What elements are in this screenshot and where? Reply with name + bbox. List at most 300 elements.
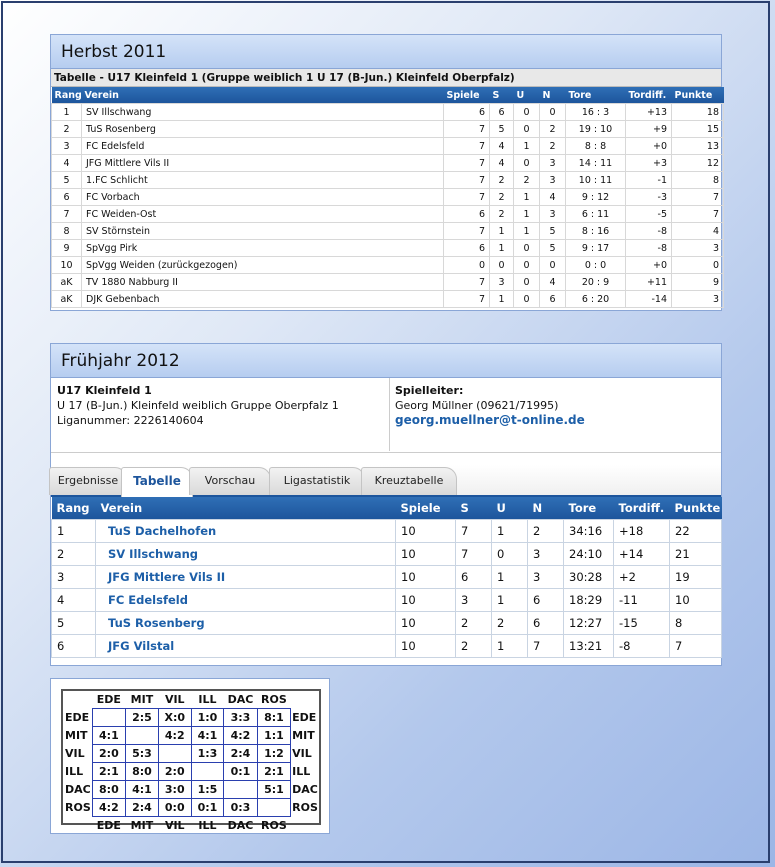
table-cell: 10 [396,589,456,612]
cross-row-label: ROS [292,801,318,814]
table-cell: SpVgg Weiden (zurückgezogen) [82,257,444,274]
table-cell: 1 [492,589,528,612]
table-cell: 21 [670,543,722,566]
table-cell: 3 [672,240,724,257]
cross-cell: 4:1 [191,727,224,745]
cross-cell: 5:1 [257,781,290,799]
cross-cell: 3:0 [158,781,191,799]
table-cell: 10 : 11 [566,172,626,189]
table-cell: 3 [52,138,82,155]
leader-name: Georg Müllner (09621/71995) [395,399,559,412]
table-cell: 4 [540,274,566,291]
table-cell: -1 [626,172,672,189]
table-cell: 0 [672,257,724,274]
table-cell: 10 [396,635,456,658]
cross-corner [291,691,319,709]
table-row [52,566,722,589]
cross-cell: 1:0 [191,709,224,727]
cross-cell: 0:0 [158,799,191,817]
table-cell: 0 [490,257,514,274]
herbst-col-header: Rang [52,87,82,104]
table-cell: 0 [514,104,540,121]
team-link[interactable]: SV Illschwang [108,547,199,561]
table-cell [96,612,396,635]
table-cell: 6 [490,104,514,121]
table-row [52,223,724,240]
table-cell: 7 [52,206,82,223]
fruehjahr-panel [50,343,722,666]
table-cell: 0 [540,104,566,121]
table-cell: 6 [444,240,490,257]
cross-col-label: ROS [261,693,287,706]
cross-cell: 4:2 [158,727,191,745]
fruehjahr-col-header: Tordiff. [614,497,670,520]
cross-row [64,799,319,817]
league-number: Liganummer: 2226140604 [57,414,204,427]
cross-row-label: ROS [65,801,91,814]
table-cell: 30:28 [564,566,614,589]
cross-col-label: ILL [198,819,217,832]
cross-cell: 8:0 [92,781,125,799]
table-row [52,172,724,189]
table-cell: 7 [528,635,564,658]
cross-header-row [64,817,319,835]
table-cell: 1 [514,206,540,223]
tab-bar [51,465,721,497]
tab-tabelle[interactable]: Tabelle [121,467,193,497]
table-cell: +13 [626,104,672,121]
cross-table-frame [61,689,321,832]
table-cell: 5 [540,223,566,240]
cross-cell: 4:1 [92,727,125,745]
table-cell: 2 [492,612,528,635]
cross-col-label: DAC [227,693,254,706]
table-cell: 12:27 [564,612,614,635]
table-cell: 6 [52,189,82,206]
fruehjahr-title: Frühjahr 2012 [51,344,721,378]
table-cell: 8 [670,612,722,635]
cross-cell: 4:2 [92,799,125,817]
table-cell [96,635,396,658]
table-cell: FC Edelsfeld [82,138,444,155]
table-cell: 6 : 11 [566,206,626,223]
table-cell: 0 [492,543,528,566]
table-row [52,155,724,172]
league-info [51,378,721,453]
cross-row-label: DAC [292,783,318,796]
table-cell: -8 [626,240,672,257]
table-cell: 13 [672,138,724,155]
table-cell: 2 [52,543,96,566]
table-cell: 3 [528,543,564,566]
table-cell: 2 [456,612,492,635]
table-cell: 1 [492,635,528,658]
table-cell: 15 [672,121,724,138]
cross-cell: 2:0 [158,763,191,781]
table-cell: 7 [670,635,722,658]
table-cell: 2 [456,635,492,658]
cross-cell: 2:1 [257,763,290,781]
fruehjahr-col-header: N [528,497,564,520]
cross-col-label: MIT [130,819,154,832]
fruehjahr-col-header: Tore [564,497,614,520]
table-cell: 10 [396,612,456,635]
table-cell: 8 : 16 [566,223,626,240]
table-cell: TuS Rosenberg [82,121,444,138]
table-cell: 3 [490,274,514,291]
table-cell: 6 [456,566,492,589]
league-name: U17 Kleinfeld 1 [57,384,152,397]
leader-label: Spielleiter: [395,384,464,397]
league-description: U 17 (B-Jun.) Kleinfeld weiblich Gruppe Oberpfalz 1 [57,399,339,412]
table-cell: 10 [396,520,456,543]
fruehjahr-col-header: U [492,497,528,520]
table-cell: -8 [614,635,670,658]
table-cell: 9 : 12 [566,189,626,206]
table-cell: TV 1880 Nabburg II [82,274,444,291]
table-cell: 0 [514,257,540,274]
herbst-panel [50,34,722,311]
tab-vorschau[interactable]: Vorschau [189,467,271,495]
table-cell: 20 : 9 [566,274,626,291]
table-row [52,206,724,223]
fruehjahr-col-header: Punkte [670,497,722,520]
table-cell: 5 [540,240,566,257]
table-cell: 10 [396,543,456,566]
cross-col-label: VIL [164,819,185,832]
herbst-header-row [52,87,724,104]
cross-row-label: ILL [65,765,84,778]
table-cell: 9 : 17 [566,240,626,257]
herbst-col-header: S [490,87,514,104]
table-cell: 6 : 20 [566,291,626,308]
herbst-col-header: Punkte [672,87,724,104]
herbst-col-header: N [540,87,566,104]
table-cell: 2 [52,121,82,138]
cross-table [64,691,319,834]
table-cell: 22 [670,520,722,543]
cross-row-label: EDE [65,711,90,724]
table-cell: 9 [672,274,724,291]
league-leader [389,378,718,451]
herbst-col-header: Tordiff. [626,87,672,104]
team-link[interactable]: TuS Rosenberg [108,616,205,630]
table-cell: 5 [52,172,82,189]
table-cell: +14 [614,543,670,566]
table-cell: 1 [52,520,96,543]
cross-col-label: EDE [96,693,121,706]
table-cell: 16 : 3 [566,104,626,121]
table-cell [96,566,396,589]
cross-col-label: EDE [96,819,121,832]
table-cell: 10 [396,566,456,589]
cross-cell: 8:0 [125,763,158,781]
table-cell: 3 [456,589,492,612]
herbst-caption: Tabelle - U17 Kleinfeld 1 (Gruppe weiblich 1 U 17 (B-Jun.) Kleinfeld Oberpfalz) [51,69,721,87]
table-cell: 7 [444,172,490,189]
table-cell: 6 [52,635,96,658]
table-cell: 19 [670,566,722,589]
team-link[interactable]: TuS Dachelhofen [108,524,217,538]
table-cell: 7 [444,155,490,172]
cross-cell: 1:1 [257,727,290,745]
table-cell: 0 : 0 [566,257,626,274]
table-cell: 7 [444,121,490,138]
fruehjahr-col-header: Rang [52,497,96,520]
table-cell: 3 [540,155,566,172]
table-row [52,257,724,274]
table-cell: 0 [444,257,490,274]
table-cell: 4 [540,189,566,206]
table-cell: JFG Mittlere Vils II [82,155,444,172]
table-cell: 5 [490,121,514,138]
table-row [52,189,724,206]
table-row [52,291,724,308]
table-cell: 10 [670,589,722,612]
table-cell: 2 [540,138,566,155]
tab-ligastatistik[interactable]: Ligastatistik [269,467,365,495]
table-cell: DJK Gebenbach [82,291,444,308]
table-cell: 1 [514,138,540,155]
cross-cell: 8:1 [257,709,290,727]
table-cell: 0 [540,257,566,274]
table-cell: 4 [52,589,96,612]
cross-row [64,781,319,799]
table-cell: SpVgg Pirk [82,240,444,257]
table-cell: +11 [626,274,672,291]
cross-cell: 0:3 [224,799,257,817]
table-cell: 7 [456,543,492,566]
table-cell: 3 [672,291,724,308]
table-cell: 1 [492,520,528,543]
table-cell: 6 [528,589,564,612]
table-cell: +3 [626,155,672,172]
table-cell: 0 [514,274,540,291]
table-row [52,121,724,138]
table-cell: +0 [626,257,672,274]
table-cell: -8 [626,223,672,240]
cross-cell [158,745,191,763]
table-cell [96,589,396,612]
cross-col-label: MIT [130,693,154,706]
table-cell: 1 [514,223,540,240]
table-cell: 4 [672,223,724,240]
table-cell: 7 [444,274,490,291]
table-cell [96,520,396,543]
table-cell: 1.FC Schlicht [82,172,444,189]
herbst-col-header: U [514,87,540,104]
table-row [52,138,724,155]
table-cell: 4 [490,138,514,155]
table-cell: 1 [492,566,528,589]
cross-row [64,763,319,781]
cross-row-label: VIL [292,747,312,760]
cross-col-label: VIL [164,693,185,706]
table-cell: aK [52,274,82,291]
league-details [57,383,387,428]
herbst-standings-table [51,87,724,308]
table-cell: -14 [626,291,672,308]
table-cell: 7 [444,189,490,206]
table-cell: 7 [672,206,724,223]
cross-cell: 1:5 [191,781,224,799]
table-cell: 7 [444,223,490,240]
table-cell: 0 [514,240,540,257]
cross-table-panel [50,678,330,834]
table-cell: 6 [444,206,490,223]
table-cell: 3 [52,566,96,589]
table-cell: 2 [514,172,540,189]
table-row [52,612,722,635]
table-row [52,520,722,543]
team-link[interactable]: FC Edelsfeld [108,593,188,607]
table-cell: 0 [514,155,540,172]
cross-cell: 3:3 [224,709,257,727]
tab-kreuztabelle[interactable]: Kreuztabelle [361,467,457,495]
cross-col-label: DAC [227,819,254,832]
table-cell: FC Weiden-Ost [82,206,444,223]
cross-cell: 2:1 [92,763,125,781]
table-cell: -3 [626,189,672,206]
table-cell: -5 [626,206,672,223]
table-cell: 7 [456,520,492,543]
fruehjahr-col-header: Verein [96,497,396,520]
cross-col-label: ILL [198,693,217,706]
fruehjahr-header-row [52,497,722,520]
table-cell: 6 [540,291,566,308]
table-cell: +2 [614,566,670,589]
table-cell: -15 [614,612,670,635]
cross-row [64,745,319,763]
table-cell: 7 [672,189,724,206]
table-cell: 19 : 10 [566,121,626,138]
table-cell: +0 [626,138,672,155]
table-cell: 14 : 11 [566,155,626,172]
table-cell: 13:21 [564,635,614,658]
table-cell: 6 [444,104,490,121]
cross-header-row [64,691,319,709]
table-cell: +18 [614,520,670,543]
table-cell: 4 [52,155,82,172]
table-cell: 7 [444,291,490,308]
table-cell: 24:10 [564,543,614,566]
cross-corner [64,817,92,835]
fruehjahr-col-header: S [456,497,492,520]
cross-cell: 4:2 [224,727,257,745]
cross-cell [257,799,290,817]
cross-cell: 2:0 [92,745,125,763]
cross-cell: X:0 [158,709,191,727]
cross-col-label: ROS [261,819,287,832]
table-cell: FC Vorbach [82,189,444,206]
cross-row [64,709,319,727]
cross-row [64,727,319,745]
cross-cell: 2:5 [125,709,158,727]
fruehjahr-standings-table [51,497,722,658]
cross-cell: 2:4 [224,745,257,763]
cross-cell [92,709,125,727]
table-row [52,543,722,566]
tab-ergebnisse[interactable]: Ergebnisse [49,467,127,495]
table-cell: 1 [490,291,514,308]
table-cell: 12 [672,155,724,172]
cross-corner [64,691,92,709]
table-cell: 0 [514,291,540,308]
fruehjahr-col-header: Spiele [396,497,456,520]
table-cell: 1 [490,223,514,240]
leader-email-link[interactable]: georg.muellner@t-online.de [395,413,585,427]
cross-corner [291,817,319,835]
herbst-col-header: Spiele [444,87,490,104]
table-cell [96,543,396,566]
cross-cell: 2:4 [125,799,158,817]
table-cell: SV Illschwang [82,104,444,121]
cross-cell: 0:1 [224,763,257,781]
table-cell: 18 [672,104,724,121]
table-cell: 6 [528,612,564,635]
cross-row-label: ILL [292,765,311,778]
table-cell: 2 [528,520,564,543]
cross-row-label: VIL [65,747,85,760]
table-cell: 1 [514,189,540,206]
table-row [52,104,724,121]
table-cell: -11 [614,589,670,612]
cross-cell [191,763,224,781]
cross-row-label: DAC [65,783,91,796]
table-cell: SV Störnstein [82,223,444,240]
cross-cell: 4:1 [125,781,158,799]
table-cell: 8 [672,172,724,189]
cross-cell: 1:3 [191,745,224,763]
table-cell: 34:16 [564,520,614,543]
cross-row-label: MIT [292,729,315,742]
table-cell: 3 [540,206,566,223]
table-cell: 10 [52,257,82,274]
table-cell: 2 [540,121,566,138]
table-cell: 0 [514,121,540,138]
table-row [52,240,724,257]
table-cell: 3 [540,172,566,189]
team-link[interactable]: JFG Vilstal [108,639,175,653]
table-cell: 7 [444,138,490,155]
table-cell: aK [52,291,82,308]
table-cell: 2 [490,189,514,206]
table-cell: 8 : 8 [566,138,626,155]
cross-cell: 1:2 [257,745,290,763]
table-cell: 2 [490,206,514,223]
table-cell: +9 [626,121,672,138]
herbst-title: Herbst 2011 [51,35,721,69]
table-row [52,635,722,658]
table-cell: 5 [52,612,96,635]
table-cell: 9 [52,240,82,257]
herbst-col-header: Tore [566,87,626,104]
cross-row-label: EDE [292,711,317,724]
table-cell: 1 [490,240,514,257]
team-link[interactable]: JFG Mittlere Vils II [108,570,226,584]
cross-cell: 0:1 [191,799,224,817]
cross-cell [224,781,257,799]
table-row [52,274,724,291]
table-cell: 8 [52,223,82,240]
table-cell: 4 [490,155,514,172]
table-row [52,589,722,612]
cross-cell: 5:3 [125,745,158,763]
cross-cell [125,727,158,745]
herbst-col-header: Verein [82,87,444,104]
table-cell: 18:29 [564,589,614,612]
table-cell: 2 [490,172,514,189]
